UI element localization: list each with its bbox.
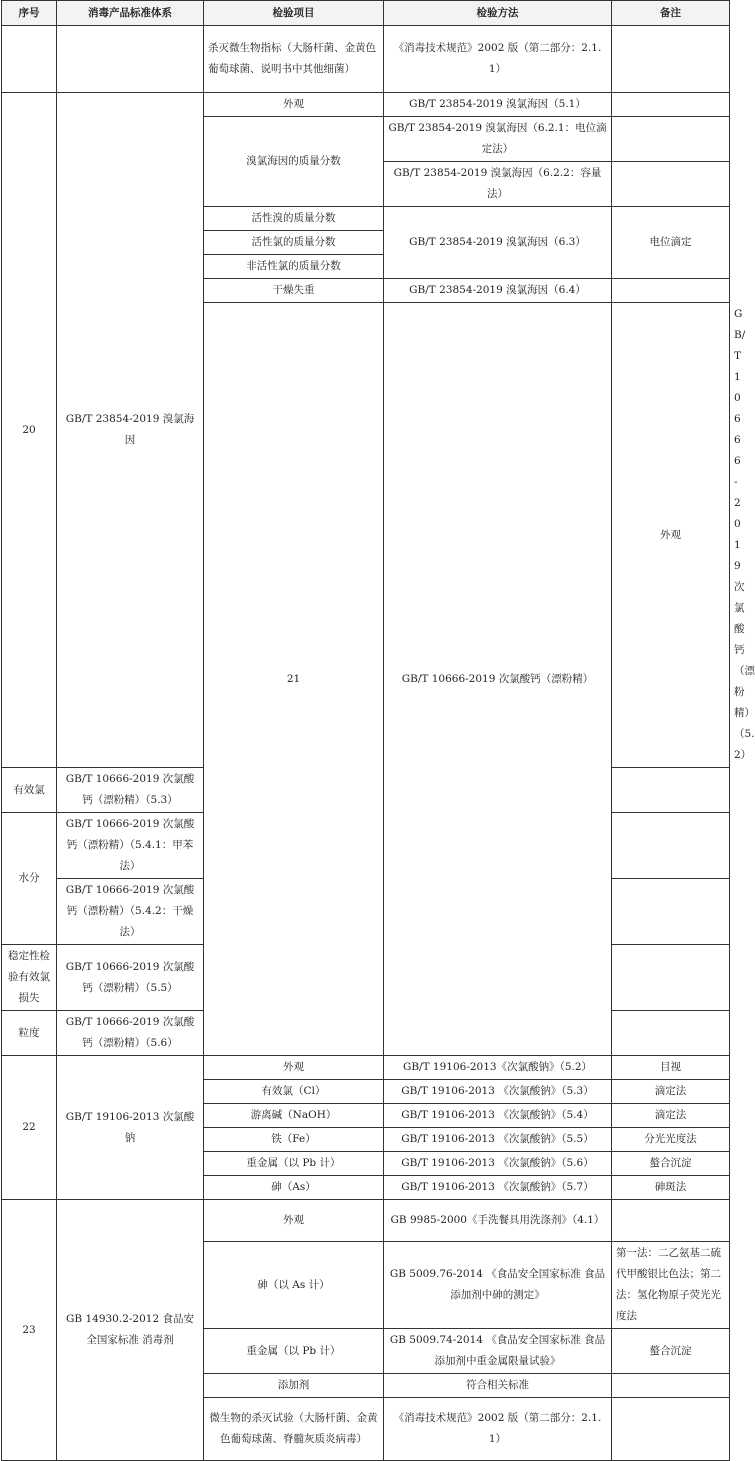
cell-method: GB/T 10666-2019 次氯酸钙（漂粉精）（5.3）: [57, 768, 204, 813]
cell-method: GB/T 10666-2019 次氯酸钙（漂粉精）（5.6）: [57, 1011, 204, 1056]
cell-remark: 电位滴定: [612, 207, 730, 279]
cell-remark: [612, 93, 730, 117]
cell-method: GB/T 10666-2019 次氯酸钙（漂粉精）（5.4.2：干燥法）: [57, 879, 204, 945]
cell-remark: 滴定法: [612, 1104, 730, 1128]
cell-remark: [612, 162, 730, 207]
cell-method: GB/T 23854-2019 溴氯海因（6.4）: [384, 279, 612, 303]
cell-item: 外观: [204, 1200, 384, 1242]
cell-method: GB/T 10666-2019 次氯酸钙（漂粉精）（5.5）: [57, 945, 204, 1011]
cell-no: 22: [2, 1056, 57, 1200]
cell-standard: GB/T 23854-2019 溴氯海因: [57, 93, 204, 768]
cell-remark: 分光光度法: [612, 1128, 730, 1152]
cell-item: 微生物的杀灭试验（大肠杆菌、金黄色葡萄球菌、脊髓灰质炎病毒）: [204, 1398, 384, 1461]
cell-item: 砷（As）: [204, 1176, 384, 1200]
cell-remark: 螯合沉淀: [612, 1329, 730, 1374]
table-row: 21 GB/T 10666-2019 次氯酸钙（漂粉精） 外观 GB/T 10666-2019 次氯酸钙（漂粉精）（5.2）: [2, 303, 730, 768]
standards-table: [1, 0, 755, 1461]
cell-item: 粒度: [2, 1011, 57, 1056]
cell-standard: GB/T 19106-2013 次氯酸钠: [57, 1056, 204, 1200]
cell-item: 重金属（以 Pb 计）: [204, 1152, 384, 1176]
cell-remark: [612, 813, 730, 879]
cell-item: 有效氯（Cl）: [204, 1080, 384, 1104]
cell-item: 重金属（以 Pb 计）: [204, 1329, 384, 1374]
header-item: 检验项目: [204, 1, 384, 26]
cell-no: 23: [2, 1200, 57, 1461]
cell-item: 铁（Fe）: [204, 1128, 384, 1152]
cell-remark: 砷斑法: [612, 1176, 730, 1200]
cell-method: GB/T 19106-2013 《次氯酸钠》（5.6）: [384, 1152, 612, 1176]
cell-method: GB/T 19106-2013《次氯酸钠》（5.2）: [384, 1056, 612, 1080]
cell-remark: [612, 879, 730, 945]
cell-item: 非活性氯的质量分数: [204, 255, 384, 279]
header-remark: 备注: [612, 1, 730, 26]
cell-standard: GB/T 10666-2019 次氯酸钙（漂粉精）: [384, 303, 612, 1056]
cell-item: 水分: [2, 813, 57, 945]
cell-remark: 第一法：二乙氨基二硫代甲酸银比色法；第二法：氢化物原子荧光光度法: [612, 1242, 730, 1329]
cell-method: GB/T 19106-2013 《次氯酸钠》（5.3）: [384, 1080, 612, 1104]
cell-item: 砷（以 As 计）: [204, 1242, 384, 1329]
cell-remark: 螯合沉淀: [612, 1152, 730, 1176]
header-no: 序号: [2, 1, 57, 26]
cell-remark: 滴定法: [612, 1080, 730, 1104]
header-standard: 消毒产品标准体系: [57, 1, 204, 26]
cell-method: GB/T 23854-2019 溴氯海因（5.1）: [384, 93, 612, 117]
table-row: [2, 1056, 730, 1080]
table-row: [2, 26, 730, 93]
cell-method: GB 5009.76-2014 《食品安全国家标准 食品添加剂中砷的测定》: [384, 1242, 612, 1329]
cell-method: 符合相关标准: [384, 1374, 612, 1398]
cell-remark: [612, 1398, 730, 1461]
cell-item: 外观: [204, 1056, 384, 1080]
cell-method: GB/T 23854-2019 溴氯海因（6.2.2：容量法）: [384, 162, 612, 207]
cell-method: GB 5009.74-2014 《食品安全国家标准 食品添加剂中重金属限量试验》: [384, 1329, 612, 1374]
table-row: [2, 93, 730, 117]
header-method: 检验方法: [384, 1, 612, 26]
cell-item: 添加剂: [204, 1374, 384, 1398]
cell-item: 稳定性检验有效氯损失: [2, 945, 57, 1011]
cell-remark: [612, 117, 730, 162]
cell-no: 21: [204, 303, 384, 1056]
cell-item: 外观: [612, 303, 730, 768]
cell-remark: [612, 26, 730, 93]
table-header-row: [2, 1, 730, 26]
cell-item: 溴氯海因的质量分数: [204, 117, 384, 207]
cell-item: 有效氯: [2, 768, 57, 813]
cell-item: 外观: [204, 93, 384, 117]
cell-item: 活性溴的质量分数: [204, 207, 384, 231]
cell-method: GB/T 23854-2019 溴氯海因（6.2.1：电位滴定法）: [384, 117, 612, 162]
cell-method: GB/T 19106-2013 《次氯酸钠》（5.7）: [384, 1176, 612, 1200]
cell-standard: GB 14930.2-2012 食品安全国家标准 消毒剂: [57, 1200, 204, 1461]
cell-item: 游离碱（NaOH）: [204, 1104, 384, 1128]
cell-remark: [612, 768, 730, 813]
cell-method: GB/T 19106-2013 《次氯酸钠》（5.4）: [384, 1104, 612, 1128]
cell-remark: [612, 945, 730, 1011]
cell-remark: [612, 1374, 730, 1398]
table-row: [2, 1200, 730, 1242]
cell-item: 杀灭微生物指标（大肠杆菌、金黄色葡萄球菌、说明书中其他细菌）: [204, 26, 384, 93]
cell-item: 干燥失重: [204, 279, 384, 303]
cell-remark: [612, 279, 730, 303]
cell-method: GB 9985-2000《手洗餐具用洗涤剂》（4.1）: [384, 1200, 612, 1242]
cell-remark: 目视: [612, 1056, 730, 1080]
cell-method: 《消毒技术规范》2002 版（第二部分：2.1.1）: [384, 1398, 612, 1461]
cell-method: GB/T 19106-2013 《次氯酸钠》（5.5）: [384, 1128, 612, 1152]
cell-method: GB/T 23854-2019 溴氯海因（6.3）: [384, 207, 612, 279]
cell-remark: [612, 1011, 730, 1056]
cell-item: 活性氯的质量分数: [204, 231, 384, 255]
cell-remark: [612, 1200, 730, 1242]
cell-no: [2, 26, 57, 93]
cell-method: 《消毒技术规范》2002 版（第二部分：2.1.1）: [384, 26, 612, 93]
cell-standard: [57, 26, 204, 93]
cell-method: GB/T 10666-2019 次氯酸钙（漂粉精）（5.4.1：甲苯法）: [57, 813, 204, 879]
cell-no: 20: [2, 93, 57, 768]
